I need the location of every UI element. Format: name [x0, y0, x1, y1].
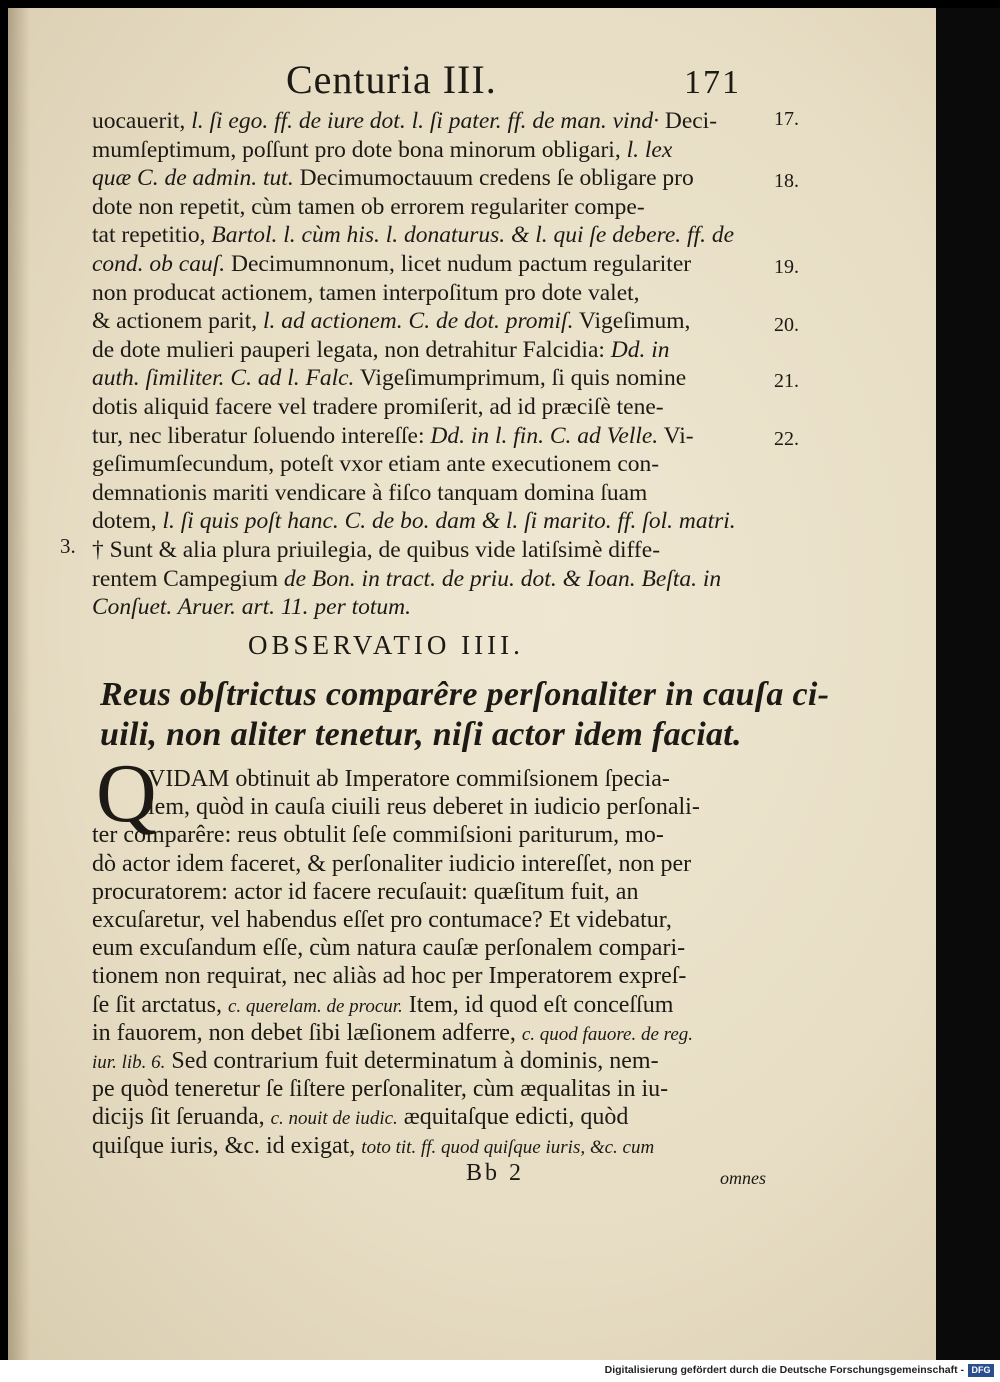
observation-segment: dicijs ſit ſeruanda,	[92, 1104, 271, 1131]
observation-segment: c. nouit de iudic.	[270, 1108, 398, 1130]
body-segment: Vi-	[658, 422, 694, 449]
body-segment: auth. ſimiliter. C. ad l. Falc.	[92, 365, 355, 392]
body-line	[92, 480, 647, 507]
body-line	[92, 594, 411, 621]
body-segment: quæ C. de admin. tut.	[92, 165, 294, 192]
body-segment: cond. ob cauſ.	[92, 251, 226, 277]
body-segment: Deci-	[658, 108, 718, 134]
body-segment: dotis aliquid facere vel tradere promiſerit, ad id præciſè tene-	[92, 394, 664, 420]
margin-number: 22.	[774, 428, 799, 450]
body-line	[92, 394, 664, 421]
scan-credit-text: Digitalisierung gefördert durch die Deutsche Forschungsgemeinschaft -	[604, 1364, 964, 1376]
body-segment: l. ſi ego. ff. de iure dot. l. ſi pater. ff. de man. vind·	[191, 108, 659, 134]
body-segment: non producat actionem, tamen interpoſitum pro dote valet,	[92, 279, 640, 306]
observation-line	[92, 1133, 654, 1160]
observation-segment: lem, quòd in cauſa ciuili reus deberet in iudicio perſonali-	[148, 794, 700, 821]
observation-segment: in fauorem, non debet ſibi læſionem adferre,	[92, 1019, 522, 1046]
observation-line	[92, 1076, 668, 1103]
observation-heading: OBSERVATIO IIII.	[248, 630, 524, 660]
body-line	[92, 508, 736, 535]
observation-line	[92, 907, 672, 934]
margin-number: 18.	[774, 170, 799, 192]
observation-summary-line-1: Reus obſtrictus comparêre perſonaliter in cauſa ci-	[100, 676, 830, 713]
observation-line	[148, 766, 670, 793]
catchword: omnes	[720, 1168, 766, 1188]
body-segment: tat repetitio,	[92, 222, 212, 249]
observation-segment: ter comparêre: reus obtulit ſeſe commiſsioni pariturum, mo-	[92, 822, 664, 849]
book-page	[8, 8, 1000, 1360]
observation-segment: VIDAM obtinuit ab Imperatore commiſsionem ſpecia-	[148, 766, 670, 792]
observation-line	[92, 963, 686, 990]
scan-background-edge	[936, 8, 1000, 1360]
margin-number: 19.	[774, 256, 799, 278]
observation-line	[92, 992, 673, 1019]
margin-number: 20.	[774, 314, 799, 336]
body-segment: Dd. in	[610, 336, 670, 363]
body-line	[92, 451, 659, 478]
body-segment: de dote mulieri pauperi legata, non detrahitur Falcidia:	[92, 336, 611, 363]
observation-segment: dò actor idem faceret, & perſonaliter iudicio intereſſet, non per	[92, 850, 692, 877]
observation-segment: c. quod fauore. de reg.	[521, 1023, 694, 1045]
body-line	[92, 194, 645, 221]
page-number: 171	[684, 64, 741, 101]
body-line	[92, 337, 670, 364]
margin-number: 17.	[774, 108, 799, 130]
observation-line	[92, 1020, 693, 1047]
observation-line	[92, 879, 638, 906]
observation-line	[92, 822, 664, 849]
body-segment: l. ad actionem. C. de dot. promiſ.	[262, 308, 574, 335]
body-line	[92, 165, 694, 192]
observation-segment: pe quòd teneretur ſe ſiſtere perſonaliter, cùm æqualitas in iu-	[92, 1076, 669, 1103]
body-line	[92, 251, 691, 278]
observation-line	[148, 794, 700, 821]
body-segment: l. ſi quis poſt hanc. C. de bo. dam & l. ſi marito. ff. ſol. matri.	[162, 508, 736, 535]
body-line	[92, 537, 660, 564]
observation-segment: iur. lib. 6.	[92, 1052, 166, 1073]
observation-segment: Item, id quod eſt conceſſum	[402, 991, 674, 1018]
body-segment: Bartol. l. cùm his. l. donaturus. & l. qui ſe debere. ff. de	[211, 222, 735, 249]
signature-mark: Bb 2	[466, 1160, 525, 1186]
body-segment: tur, nec liberatur ſoluendo intereſſe:	[92, 422, 431, 449]
body-segment: de Bon. in tract. de priu. dot. & Ioan. Beſta. in	[283, 565, 722, 592]
body-line	[92, 280, 640, 307]
observation-segment: excuſaretur, vel habendus eſſet pro contumace? Et videbatur,	[92, 907, 672, 933]
drop-capital: Q	[96, 747, 157, 840]
observation-segment: æquitaſque edicti, quòd	[397, 1104, 629, 1131]
observation-segment: ſe ſit arctatus,	[92, 991, 228, 1018]
body-line	[92, 423, 694, 450]
body-segment: Dd. in l. fin. C. ad Velle.	[430, 422, 659, 449]
observation-line	[92, 1048, 659, 1075]
observation-summary-line-2: uili, non aliter tenetur, niſi actor idem faciat.	[100, 716, 742, 753]
observation-line	[92, 851, 691, 878]
body-segment: Vigeſimum,	[573, 308, 691, 335]
body-segment: † Sunt & alia plura priuilegia, de quibus vide latiſsimè diffe-	[92, 537, 661, 563]
gutter-shadow	[8, 8, 30, 1360]
dfg-logo: DFG	[968, 1364, 994, 1377]
observation-segment: procuratorem: actor id facere recuſauit: quæſitum fuit, an	[92, 878, 639, 905]
body-segment: mumſeptimum, poſſunt pro dote bona minorum obligari,	[92, 136, 627, 163]
body-segment: & actionem parit,	[92, 308, 263, 335]
body-line	[92, 566, 721, 593]
body-line	[92, 108, 717, 135]
body-segment: uocauerit,	[92, 108, 192, 134]
body-segment: l. lex	[626, 136, 673, 163]
observation-segment: quiſque iuris, &c. id exigat,	[92, 1132, 362, 1159]
observation-line	[92, 935, 685, 962]
observation-line	[92, 1104, 628, 1131]
body-segment: Vigeſimumprimum, ſi quis nomine	[354, 365, 687, 392]
observation-segment: Sed contrarium fuit determinatum à dominis, nem-	[165, 1048, 659, 1074]
body-segment: Decimumnonum, licet nudum pactum regulariter	[225, 251, 692, 277]
observation-segment: tionem non requirat, nec aliàs ad hoc per Imperatorem expreſ-	[92, 963, 687, 990]
body-segment: dote non repetit, cùm tamen ob errorem regulariter compe-	[92, 193, 645, 220]
margin-number: 21.	[774, 370, 799, 392]
body-segment: Conſuet. Aruer. art. 11. per totum.	[92, 594, 411, 621]
body-segment: Decimumoctauum credens ſe obligare pro	[293, 165, 694, 192]
body-line	[92, 137, 672, 164]
body-line	[92, 308, 690, 335]
body-line	[92, 222, 734, 249]
observation-segment: toto tit. ff. quod quiſque iuris, &c. cum	[361, 1136, 655, 1158]
observation-segment: c. querelam. de procur.	[227, 995, 403, 1017]
body-segment: demnationis mariti vendicare à fiſco tanquam domina ſuam	[92, 479, 648, 506]
running-header-title: Centuria III.	[286, 57, 497, 102]
left-margin-mark: 3.	[60, 534, 76, 558]
body-segment: dotem,	[92, 508, 163, 535]
body-line	[92, 365, 686, 392]
body-segment: rentem Campegium	[92, 565, 284, 592]
observation-segment: eum excuſandum eſſe, cùm natura cauſæ perſonalem compari-	[92, 935, 686, 962]
body-segment: geſimumſecundum, poteſt vxor etiam ante executionem con-	[92, 451, 660, 478]
